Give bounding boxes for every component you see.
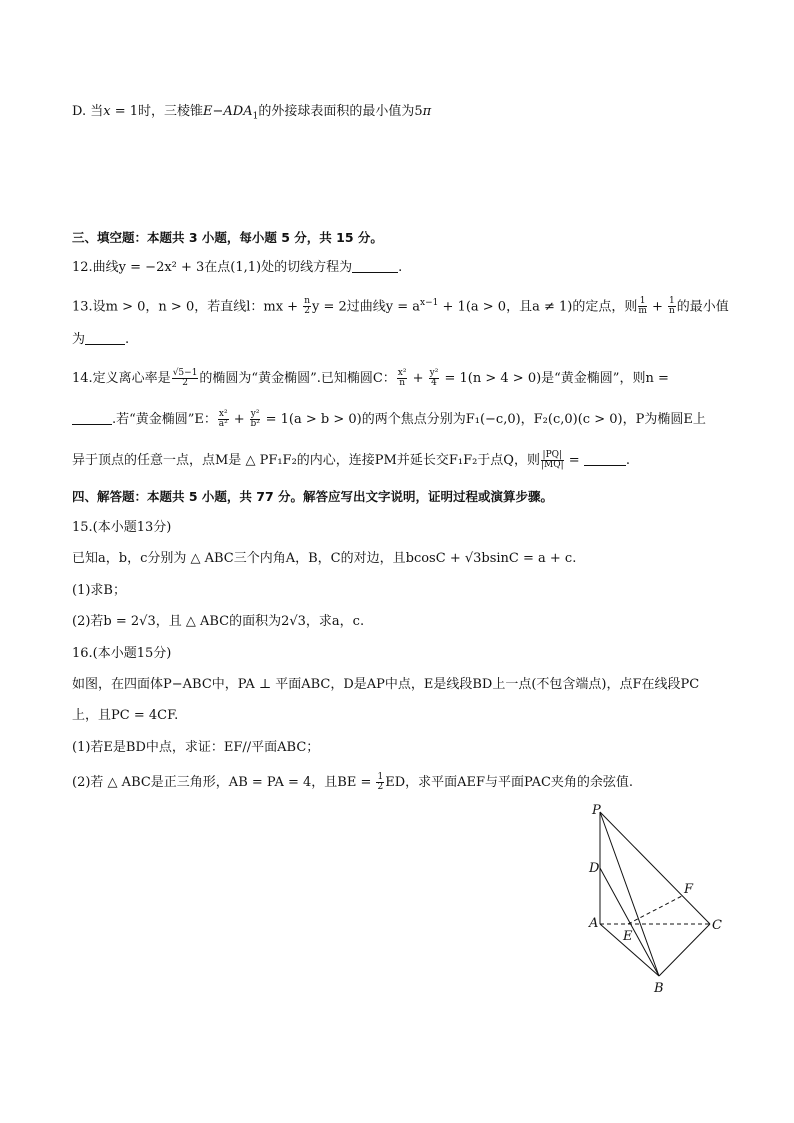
edge-PB [600, 812, 659, 976]
fraction: $\frac{\text{x²}}{\text{a²}}$ [218, 409, 228, 429]
fraction: $\frac{√5-1}{2}$ [172, 368, 198, 388]
label-E: E [623, 929, 633, 944]
answer-blank[interactable] [72, 412, 112, 425]
question-16-head: 16.(本小题15分) [72, 646, 172, 661]
question-15-part1: (1)求B； [72, 583, 126, 598]
fraction: $\frac{\text{y²}}{\text{b²}}$ [250, 409, 260, 429]
label-B: B [654, 981, 664, 996]
question-12: 12.曲线y = −2x² + 3在点(1,1)处的切线方程为 . [72, 260, 403, 275]
segment-EF-hidden [628, 896, 682, 924]
question-13-cont: 为 . [72, 332, 130, 347]
question-14-line1: 14.定义离心率是 $\frac{√5-1}{2}$ 的椭圆为“黄金椭圆”.已知椭圆C： $\frac{\text{x²}}{n}$ + $\frac{\text{y²}}{4}$ = 1(n > 4 > 0)是“黄金椭圆”，则n = [72, 368, 669, 388]
fraction: $\frac{1}{2}$ [377, 772, 384, 792]
segment-DB [600, 868, 659, 976]
question-13: 13.设m > 0，n > 0，若直线l：mx + $\frac{n}{2}$ y = 2过曲线$y = a^{x-1} + 1(a > 0$，且a ≠ 1)的定点，则 $\frac{1}{m}$ + $\frac{1}{n}$ 的最小值 [72, 296, 729, 317]
fraction: $\frac{\text{x²}}{n}$ [397, 368, 407, 388]
fraction: $\frac{1}{n}$ [669, 296, 675, 317]
question-16-stem-2: 上，且PC = 4CF. [72, 708, 179, 723]
fraction: $\frac{\text{y²}}{4}$ [429, 368, 439, 388]
label-D: D [589, 861, 600, 876]
label-P: P [592, 803, 601, 818]
question-15-stem: 已知a，b，c分别为 △ ABC三个内角A，B，C的对边，且bcosC + √3bsinC = a + c. [72, 551, 577, 566]
question-15-part2: (2)若b = 2√3，且 △ ABC的面积为2√3，求a，c. [72, 614, 365, 629]
option-d: D. 当x = 1时，三棱锥$E-ADA_1$的外接球表面积的最小值为5π [72, 104, 432, 122]
label-A: A [589, 916, 599, 931]
question-16-stem-1: 如图，在四面体P−ABC中，PA ⊥ 平面ABC，D是AP中点，E是线段BD上一点(不包含端点)，点F在线段PC [72, 677, 700, 692]
question-16-part2: (2)若 △ ABC是正三角形，AB = PA = 4，且BE = $\frac{1}{2}$ ED，求平面AEF与平面PAC夹角的余弦值. [72, 772, 634, 792]
tetrahedron-figure [580, 800, 730, 1000]
answer-blank[interactable] [85, 332, 125, 345]
question-14-line3: 异于顶点的任意一点，点M是 △ PF₁F₂的内心，连接PM并延长交F₁F₂于点Q，则 $\frac{|PQ|}{|MQ|}$ = . [72, 450, 630, 470]
fraction: $\frac{1}{m}$ [638, 296, 647, 317]
question-16-part1: (1)若E是BD中点，求证：EF//平面ABC； [72, 740, 320, 755]
question-15-head: 15.(本小题13分) [72, 520, 172, 535]
fraction: $\frac{n}{2}$ [304, 296, 311, 317]
answer-blank[interactable] [584, 453, 626, 466]
edge-CB [659, 924, 710, 976]
fraction: $\frac{|PQ|}{|MQ|}$ [540, 450, 564, 470]
label-C: C [712, 918, 722, 933]
section-4-title: 四、解答题：本题共 5 小题，共 77 分。解答应写出文字说明，证明过程或演算步骤。 [72, 489, 554, 504]
question-14-line2: .若“黄金椭圆”E： $\frac{\text{x²}}{\text{a²}}$ + $\frac{\text{y²}}{\text{b²}}$ = 1(a > b > 0)的两个焦点分别为F₁(−c,0)，F₂(c,0)(c > 0)，P为椭圆E上 [72, 410, 706, 429]
answer-blank[interactable] [352, 260, 398, 273]
label-F: F [684, 882, 694, 897]
edge-PC [600, 812, 710, 924]
section-3-title: 三、填空题：本题共 3 小题，每小题 5 分，共 15 分。 [72, 230, 383, 245]
